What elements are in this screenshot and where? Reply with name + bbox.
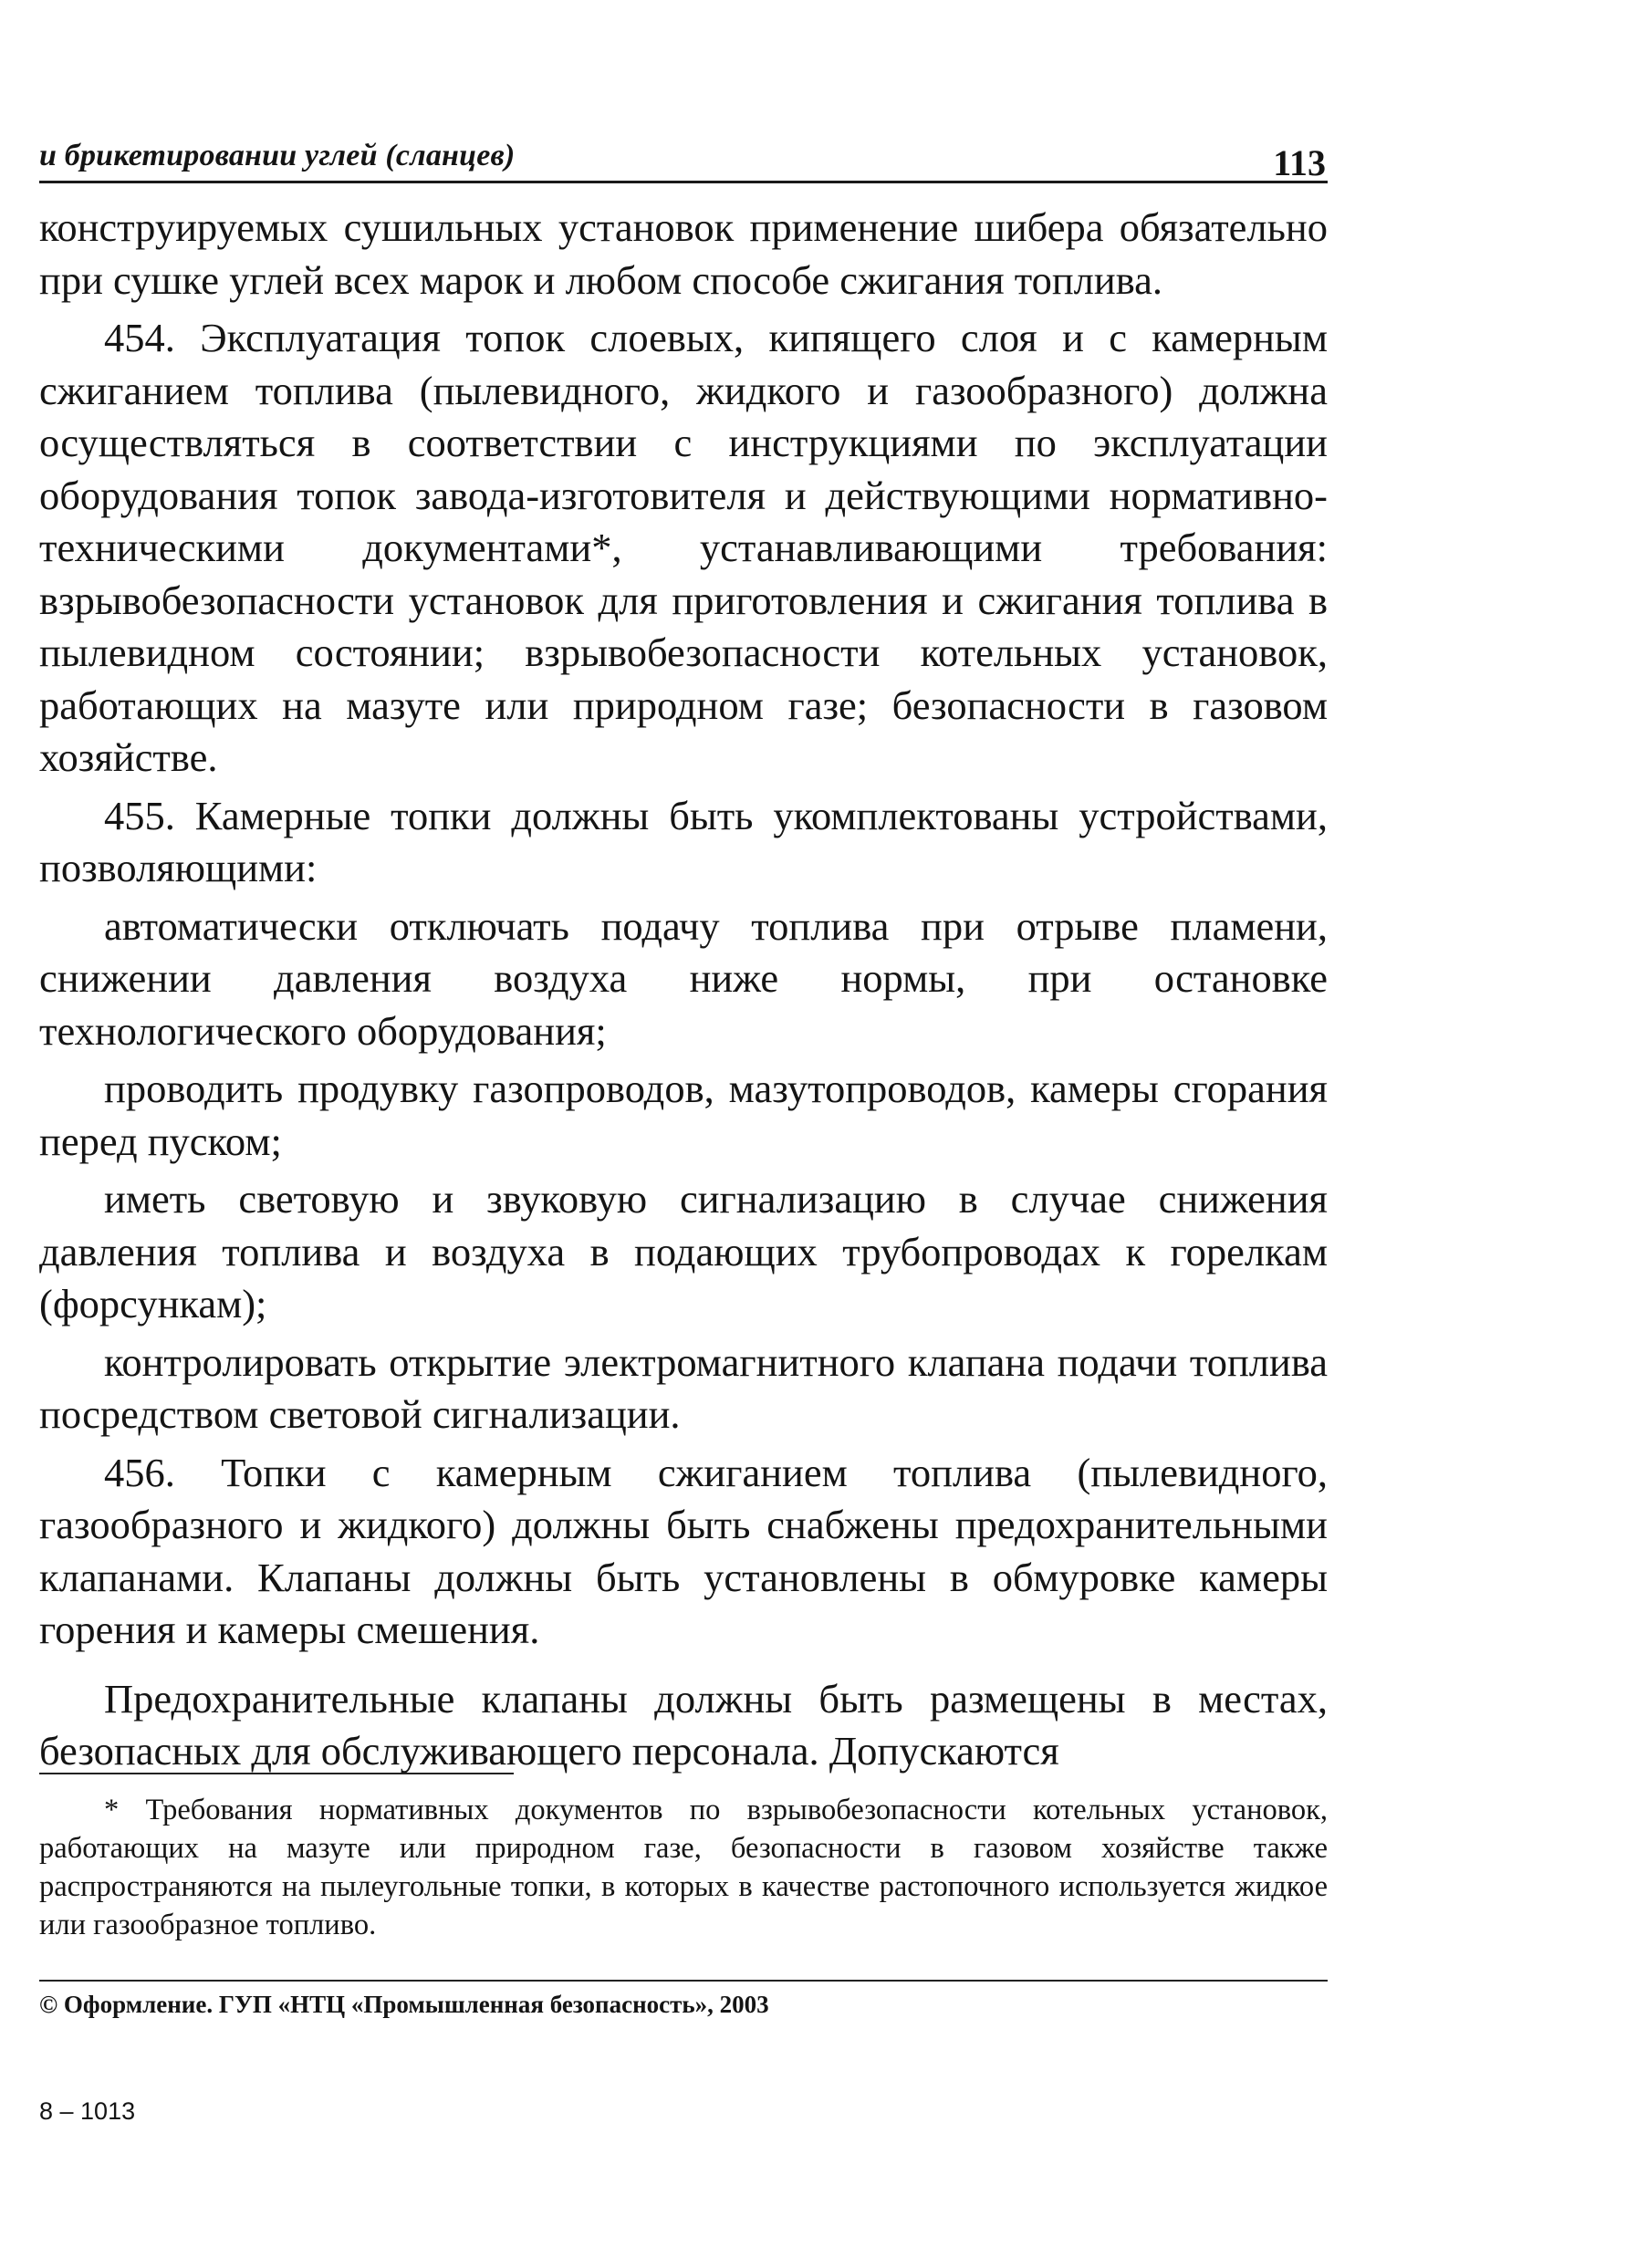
paragraph-456: 456. Топки с камерным сжиганием топлива (пылевидного, газообразного и жидкого) должны быть снабжены предохранительными клапанами. Клапаны должны быть установлены в обмуровке камеры горения и камеры смешения.	[39, 1449, 1328, 1652]
main-text	[39, 202, 1328, 1778]
running-header	[39, 130, 1328, 183]
paragraph-relief-valves: Предохранительные клапаны должны быть размещены в местах, безопасных для обслуживающего персонала. Допускаются	[39, 1675, 1328, 1774]
paragraph-continuation: конструируемых сушильных установок применение шибера обязательно при сушке углей всех марок и любом способе сжигания топлива.	[39, 204, 1328, 303]
footnote: * Требования нормативных документов по взрывобезопасности котельных установок, работающих на мазуте или природном газе, безопасности в газовом хозяйстве также распространяются на пылеугольные топки, в которых в качестве растопочного используется жидкое или газообразное топливо.	[39, 1794, 1328, 1941]
list-item-valve-control: контролировать открытие электромагнитного клапана подачи топлива посредством световой сигнализации.	[39, 1338, 1328, 1437]
list-item-auto-shutoff: автоматически отключать подачу топлива при отрыве пламени, снижении давления воздуха ниже нормы, при остановке технологического оборудования;	[39, 902, 1328, 1054]
running-header-title: и брикетировании углей (сланцев)	[39, 139, 516, 172]
paragraph-455: 455. Камерные топки должны быть укомплектованы устройствами, позволяющими:	[39, 792, 1328, 890]
footnote-divider	[39, 1773, 514, 1774]
copyright-notice: © Оформление. ГУП «НТЦ «Промышленная безопасность», 2003	[39, 1991, 769, 2018]
page-number: 113	[1273, 142, 1326, 183]
list-item-purge: проводить продувку газопроводов, мазутопроводов, камеры сгорания перед пуском;	[39, 1066, 1328, 1164]
printer-sheet-mark: 8 – 1013	[39, 2097, 136, 2125]
copyright-divider	[39, 1980, 1328, 1982]
paragraph-454: 454. Эксплуатация топок слоевых, кипящего слоя и с камерным сжиганием топлива (пылевидного, жидкого и газообразного) должна осуществляться в соответствии с инструкциями по эксплуатации оборудования топок завода-изготовителя и действующими нормативно-техническими документами*, устанавливающими требования: взрывобезопасности установок для приготовления и сжигания топлива в пылевидном состоянии; взрывобезопасности котельных установок, работающих на мазуте или природном газе; безопасности в газовом хозяйстве.	[39, 315, 1328, 780]
list-item-signaling: иметь световую и звуковую сигнализацию в случае снижения давления топлива и воздуха в подающих трубопроводах к горелкам (форсункам);	[39, 1176, 1328, 1326]
